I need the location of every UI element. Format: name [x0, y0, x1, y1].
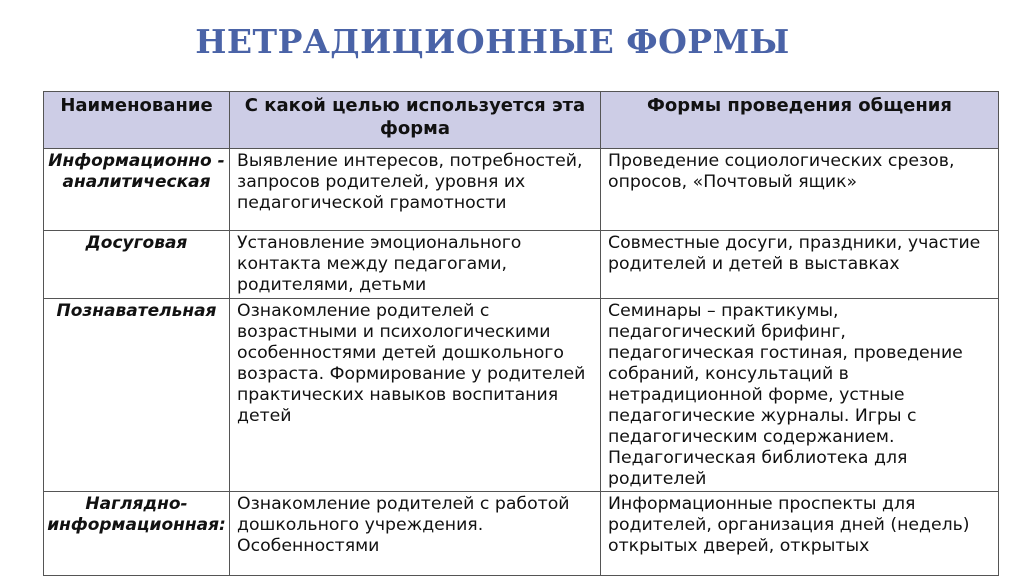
row-goal: Установление эмоционального контакта между педагогами, родителями, детьми: [230, 231, 601, 299]
table-header-row: [44, 92, 999, 149]
row-name: Наглядно-информационная:: [44, 492, 230, 576]
table-row: [44, 492, 999, 576]
row-forms: Информационные проспекты для родителей, организация дней (недель) открытых дверей, открытых: [601, 492, 999, 576]
row-name: Информационно - аналитическая: [44, 149, 230, 231]
header-name: Наименование: [44, 92, 230, 149]
row-goal: Выявление интересов, потребностей, запросов родителей, уровня их педагогической грамотности: [230, 149, 601, 231]
row-goal: Ознакомление родителей с возрастными и психологическими особенностями детей дошкольного возраста. Формирование у родителей практических навыков воспитания детей: [230, 299, 601, 492]
row-goal: Ознакомление родителей с работой дошкольного учреждения. Особенностями: [230, 492, 601, 576]
slide-title: НЕТРАДИЦИОННЫЕ ФОРМЫ: [195, 22, 790, 61]
row-name: Познавательная: [44, 299, 230, 492]
row-forms: Проведение социологических срезов, опросов, «Почтовый ящик»: [601, 149, 999, 231]
forms-table: [43, 91, 999, 576]
row-name: Досуговая: [44, 231, 230, 299]
table-row: [44, 299, 999, 492]
table-row: [44, 231, 999, 299]
row-forms: Семинары – практикумы, педагогический брифинг, педагогическая гостиная, проведение собраний, консультаций в нетрадиционной форме, устные педагогические журналы. Игры с педагогическим содержанием. Педагогическая библиотека для родителей: [601, 299, 999, 492]
header-goal: С какой целью используется эта форма: [230, 92, 601, 149]
table-row: [44, 149, 999, 231]
header-forms: Формы проведения общения: [601, 92, 999, 149]
row-forms: Совместные досуги, праздники, участие родителей и детей в выставках: [601, 231, 999, 299]
